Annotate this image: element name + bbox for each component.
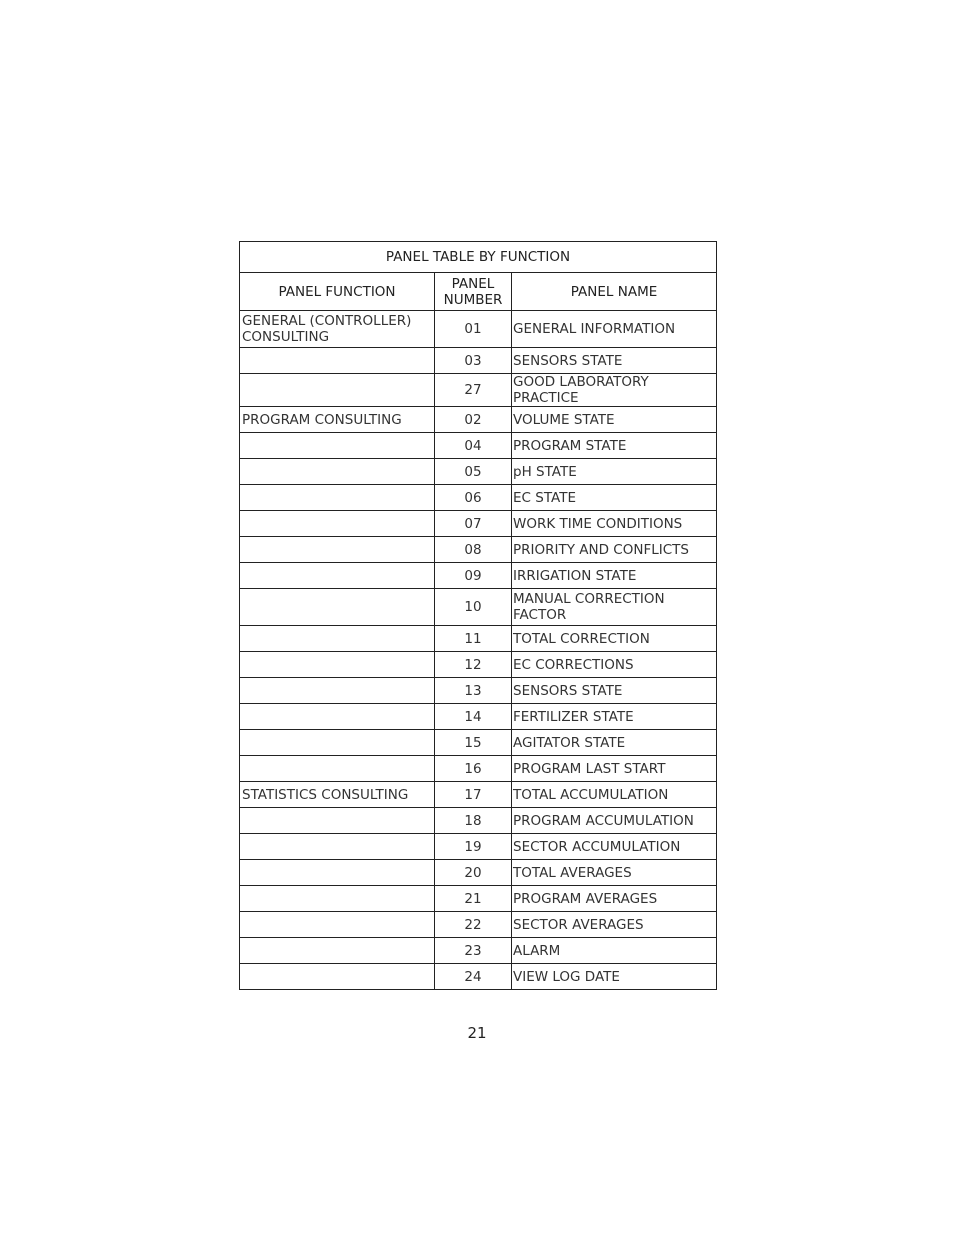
- panel-function-cell: [240, 704, 435, 730]
- panel-function-cell: [240, 938, 435, 964]
- table-row: [240, 938, 717, 964]
- table-row: [240, 782, 717, 808]
- panel-name-cell: TOTAL CORRECTION: [512, 626, 717, 652]
- panel-number-cell: 02: [435, 407, 512, 433]
- header-panel-name: PANEL NAME: [512, 273, 717, 311]
- panel-name-cell: VIEW LOG DATE: [512, 964, 717, 990]
- table-row: [240, 678, 717, 704]
- panel-number-cell: 19: [435, 834, 512, 860]
- panel-name-cell: WORK TIME CONDITIONS: [512, 511, 717, 537]
- panel-number-cell: 13: [435, 678, 512, 704]
- panel-function-cell: [240, 485, 435, 511]
- table-row: [240, 912, 717, 938]
- table-row: [240, 886, 717, 912]
- panel-function-cell: [240, 834, 435, 860]
- panel-number-cell: 27: [435, 374, 512, 407]
- panel-name-cell: SENSORS STATE: [512, 678, 717, 704]
- panel-number-cell: 01: [435, 311, 512, 348]
- panel-name-cell: ALARM: [512, 938, 717, 964]
- table-row: [240, 589, 717, 626]
- panel-function-cell: [240, 860, 435, 886]
- panel-function-cell: [240, 626, 435, 652]
- panel-function-cell: [240, 730, 435, 756]
- table-row: [240, 860, 717, 886]
- panel-name-cell: PROGRAM LAST START: [512, 756, 717, 782]
- panel-name-cell: AGITATOR STATE: [512, 730, 717, 756]
- panel-number-cell: 04: [435, 433, 512, 459]
- header-panel-function: PANEL FUNCTION: [240, 273, 435, 311]
- table-row: [240, 626, 717, 652]
- table-row: [240, 407, 717, 433]
- panel-function-cell: PROGRAM CONSULTING: [240, 407, 435, 433]
- panel-number-cell: 10: [435, 589, 512, 626]
- panel-name-cell: PRIORITY AND CONFLICTS: [512, 537, 717, 563]
- table-title-row: [240, 242, 717, 273]
- panel-function-cell: [240, 912, 435, 938]
- table-row: [240, 563, 717, 589]
- table-row: [240, 730, 717, 756]
- panel-number-cell: 05: [435, 459, 512, 485]
- header-panel-number: PANEL NUMBER: [435, 273, 512, 311]
- table-row: [240, 348, 717, 374]
- panel-function-cell: [240, 511, 435, 537]
- panel-function-cell: [240, 433, 435, 459]
- table-header-row: [240, 273, 717, 311]
- panel-table: [239, 241, 717, 990]
- panel-function-cell: [240, 756, 435, 782]
- table-row: [240, 459, 717, 485]
- table-row: [240, 808, 717, 834]
- panel-number-cell: 09: [435, 563, 512, 589]
- table-row: [240, 311, 717, 348]
- panel-name-cell: pH STATE: [512, 459, 717, 485]
- panel-function-cell: [240, 537, 435, 563]
- panel-name-cell: TOTAL AVERAGES: [512, 860, 717, 886]
- panel-function-cell: [240, 348, 435, 374]
- panel-name-cell: SECTOR ACCUMULATION: [512, 834, 717, 860]
- panel-number-cell: 17: [435, 782, 512, 808]
- panel-name-cell: GOOD LABORATORY PRACTICE: [512, 374, 717, 407]
- table-title: PANEL TABLE BY FUNCTION: [240, 242, 717, 273]
- panel-name-cell: VOLUME STATE: [512, 407, 717, 433]
- panel-number-cell: 18: [435, 808, 512, 834]
- panel-number-cell: 03: [435, 348, 512, 374]
- panel-name-cell: PROGRAM AVERAGES: [512, 886, 717, 912]
- panel-function-cell: STATISTICS CONSULTING: [240, 782, 435, 808]
- panel-number-cell: 07: [435, 511, 512, 537]
- panel-number-cell: 12: [435, 652, 512, 678]
- panel-function-cell: [240, 808, 435, 834]
- panel-number-cell: 20: [435, 860, 512, 886]
- table-row: [240, 652, 717, 678]
- panel-number-cell: 22: [435, 912, 512, 938]
- panel-function-cell: [240, 964, 435, 990]
- panel-number-cell: 24: [435, 964, 512, 990]
- table-row: [240, 537, 717, 563]
- panel-number-cell: 06: [435, 485, 512, 511]
- panel-number-cell: 23: [435, 938, 512, 964]
- panel-number-cell: 14: [435, 704, 512, 730]
- panel-number-cell: 15: [435, 730, 512, 756]
- panel-name-cell: GENERAL INFORMATION: [512, 311, 717, 348]
- panel-name-cell: PROGRAM ACCUMULATION: [512, 808, 717, 834]
- table-row: [240, 433, 717, 459]
- panel-name-cell: EC STATE: [512, 485, 717, 511]
- table-row: [240, 964, 717, 990]
- page-number: 21: [467, 1024, 487, 1042]
- table-row: [240, 485, 717, 511]
- panel-number-cell: 16: [435, 756, 512, 782]
- panel-number-cell: 21: [435, 886, 512, 912]
- panel-function-cell: [240, 563, 435, 589]
- panel-name-cell: FERTILIZER STATE: [512, 704, 717, 730]
- panel-number-cell: 11: [435, 626, 512, 652]
- panel-function-cell: GENERAL (CONTROLLER) CONSULTING: [240, 311, 435, 348]
- panel-function-cell: [240, 374, 435, 407]
- panel-name-cell: MANUAL CORRECTION FACTOR: [512, 589, 717, 626]
- panel-number-cell: 08: [435, 537, 512, 563]
- table-row: [240, 756, 717, 782]
- panel-function-cell: [240, 678, 435, 704]
- table-row: [240, 374, 717, 407]
- table-row: [240, 704, 717, 730]
- panel-name-cell: SECTOR AVERAGES: [512, 912, 717, 938]
- panel-function-cell: [240, 886, 435, 912]
- panel-name-cell: EC CORRECTIONS: [512, 652, 717, 678]
- panel-function-cell: [240, 459, 435, 485]
- table-row: [240, 834, 717, 860]
- panel-name-cell: IRRIGATION STATE: [512, 563, 717, 589]
- panel-name-cell: PROGRAM STATE: [512, 433, 717, 459]
- panel-function-cell: [240, 589, 435, 626]
- panel-name-cell: TOTAL ACCUMULATION: [512, 782, 717, 808]
- panel-name-cell: SENSORS STATE: [512, 348, 717, 374]
- panel-function-cell: [240, 652, 435, 678]
- table-row: [240, 511, 717, 537]
